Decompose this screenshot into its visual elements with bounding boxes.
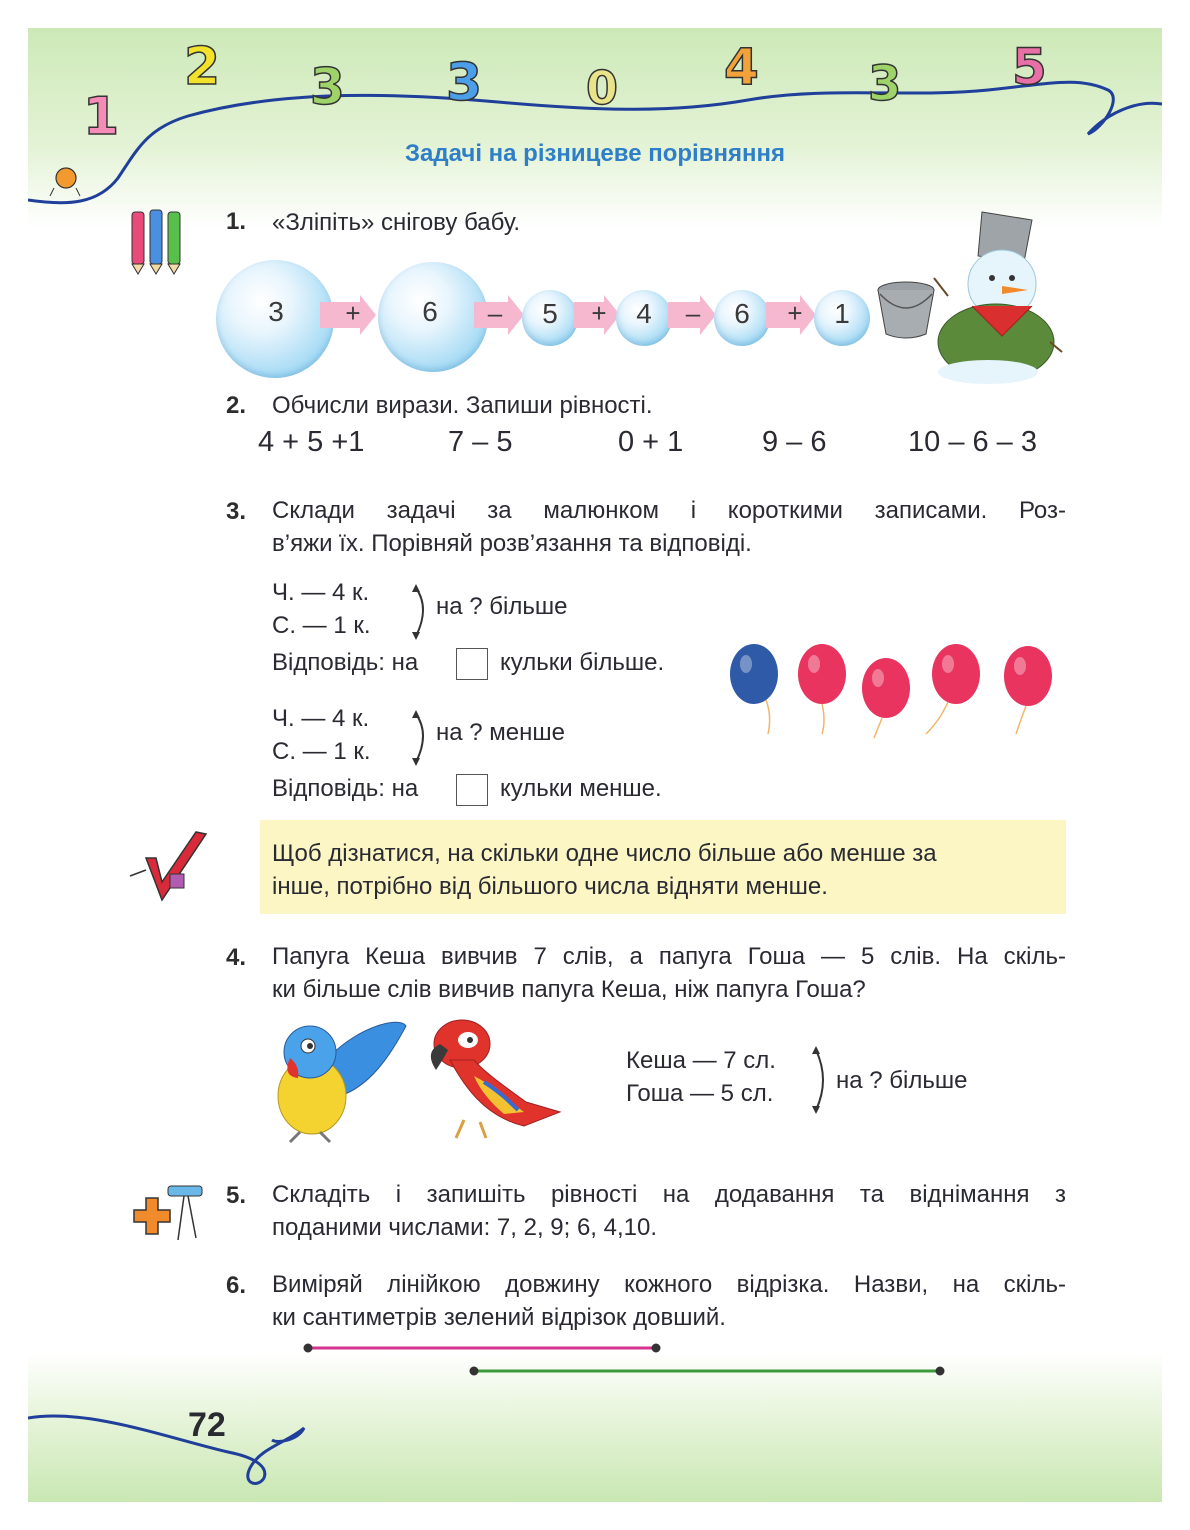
number-three-blue-character (442, 50, 492, 113)
snowball-number-5: 6 (734, 298, 750, 329)
task-3a-bracket-arrow (412, 584, 436, 644)
task-3b-row-1: Ч. — 4 к. (272, 705, 370, 732)
task-6-line-1: Виміряй лінійкою довжину кожного відрізка. Назви, на скіль- (272, 1271, 1066, 1298)
task-5-number: 5. (226, 1182, 247, 1209)
task-1-text: «Зліпіть» снігову бабу. (272, 209, 521, 236)
task-3a-row-1: Ч. — 4 к. (272, 579, 370, 606)
number-three-green-character (306, 54, 356, 114)
task-3a-answer-box[interactable] (456, 648, 488, 680)
number-three-green-character-2 (864, 50, 914, 110)
expression-4: 9 – 6 (762, 426, 827, 458)
task-4-row-2: Гоша — 5 сл. (626, 1080, 774, 1107)
balloon-red-4 (1004, 646, 1052, 734)
expression-3: 0 + 1 (618, 426, 684, 458)
page-title: Задачі на різницеве порівняння (405, 140, 785, 167)
plus-minus-characters-icon (128, 1180, 208, 1250)
svg-text:1: 1 (83, 87, 120, 147)
task-3b-row-2: С. — 1 к. (272, 738, 371, 765)
task-4-line-1: Папуга Кеша вивчив 7 слів, а папуга Гоша — 5 слів. На скіль- (272, 943, 1066, 970)
task-5-line-2: поданими числами: 7, 2, 9; 6, 4,10. (272, 1214, 658, 1241)
small-orange-character (50, 162, 90, 202)
task-1-number: 1. (226, 208, 247, 235)
task-4-bracket-arrow (812, 1046, 836, 1118)
expression-5: 10 – 6 – 3 (908, 426, 1037, 458)
segments (28, 1328, 1162, 1388)
task-3a-answer-suffix: кульки більше. (500, 649, 665, 676)
svg-text:4: 4 (724, 38, 759, 96)
task-2-number: 2. (226, 392, 247, 419)
snowball-number-6: 1 (834, 298, 850, 329)
parrot-red-illustration (414, 1016, 564, 1146)
number-two-character (180, 34, 230, 97)
task-5-line-1: Складіть і запишіть рівності на додавання та віднімання з (272, 1181, 1066, 1208)
svg-text:0: 0 (586, 61, 619, 115)
snowball-number-4: 4 (636, 298, 652, 329)
task-3b-question: на ? менше (436, 719, 565, 746)
task-3b-answer-suffix: кульки менше. (500, 775, 662, 802)
balloon-red-1 (798, 644, 846, 734)
chain-operator-2: – (487, 298, 503, 328)
textbook-page (28, 28, 1162, 1502)
number-zero-character (582, 54, 622, 114)
rule-line-2: інше, потрібно від більшого числа відняти менше. (272, 873, 828, 900)
task-3a-row-2: С. — 1 к. (272, 612, 371, 639)
task-4-row-1: Кеша — 7 сл. (626, 1047, 776, 1074)
task-3-line-2: в’яжи їх. Порівняй розв’язання та відповіді. (272, 530, 752, 557)
snowball-number-2: 6 (422, 296, 438, 327)
task-3-line-1: Склади задачі за малюнком і короткими записами. Роз- (272, 497, 1066, 524)
number-four-character (720, 34, 770, 94)
snowman-illustration (932, 206, 1062, 376)
snowball-number-3: 5 (542, 298, 558, 329)
task-2-text: Обчисли вирази. Запиши рівності. (272, 392, 653, 419)
task-3b-bracket-arrow (412, 710, 436, 770)
svg-text:3: 3 (868, 56, 902, 112)
task-4-question: на ? більше (836, 1067, 968, 1094)
bucket-icon (874, 280, 938, 340)
chain-operator-1: + (345, 298, 361, 328)
number-one-character (78, 84, 120, 147)
parrot-blue-illustration (260, 1016, 410, 1146)
checkmark-character (126, 830, 216, 910)
svg-text:5: 5 (1012, 38, 1047, 96)
pencils-icon (126, 206, 196, 276)
page-number: 72 (188, 1406, 226, 1444)
expression-2: 7 – 5 (448, 426, 513, 458)
chain-operator-4: – (685, 298, 701, 328)
task-6-line-2: ки сантиметрів зелений відрізок довший. (272, 1304, 726, 1331)
svg-text:2: 2 (184, 37, 221, 97)
chain-operator-3: + (591, 298, 607, 328)
task-3b-answer-box[interactable] (456, 774, 488, 806)
task-3-number: 3. (226, 498, 247, 525)
task-6-number: 6. (226, 1272, 247, 1299)
chain-operator-5: + (787, 298, 803, 328)
task-3a-question: на ? більше (436, 593, 568, 620)
balloon-red-3 (926, 644, 980, 734)
task-3b-answer-prefix: Відповідь: на (272, 775, 419, 802)
expression-1: 4 + 5 +1 (258, 426, 365, 458)
svg-text:3: 3 (310, 58, 345, 116)
task-3a-answer-prefix: Відповідь: на (272, 649, 419, 676)
balloon-red-2 (862, 658, 910, 738)
balloons-illustration (726, 642, 1066, 742)
task-4-number: 4. (226, 944, 247, 971)
task-4-line-2: ки більше слів вивчив папуга Кеша, ніж папуга Гоша? (272, 976, 866, 1003)
rule-line-1: Щоб дізнатися, на скільки одне число більше або менше за (272, 840, 937, 867)
snowball-number-1: 3 (268, 296, 284, 327)
svg-text:3: 3 (446, 53, 483, 113)
number-five-character (1008, 34, 1058, 94)
balloon-blue (730, 644, 778, 734)
